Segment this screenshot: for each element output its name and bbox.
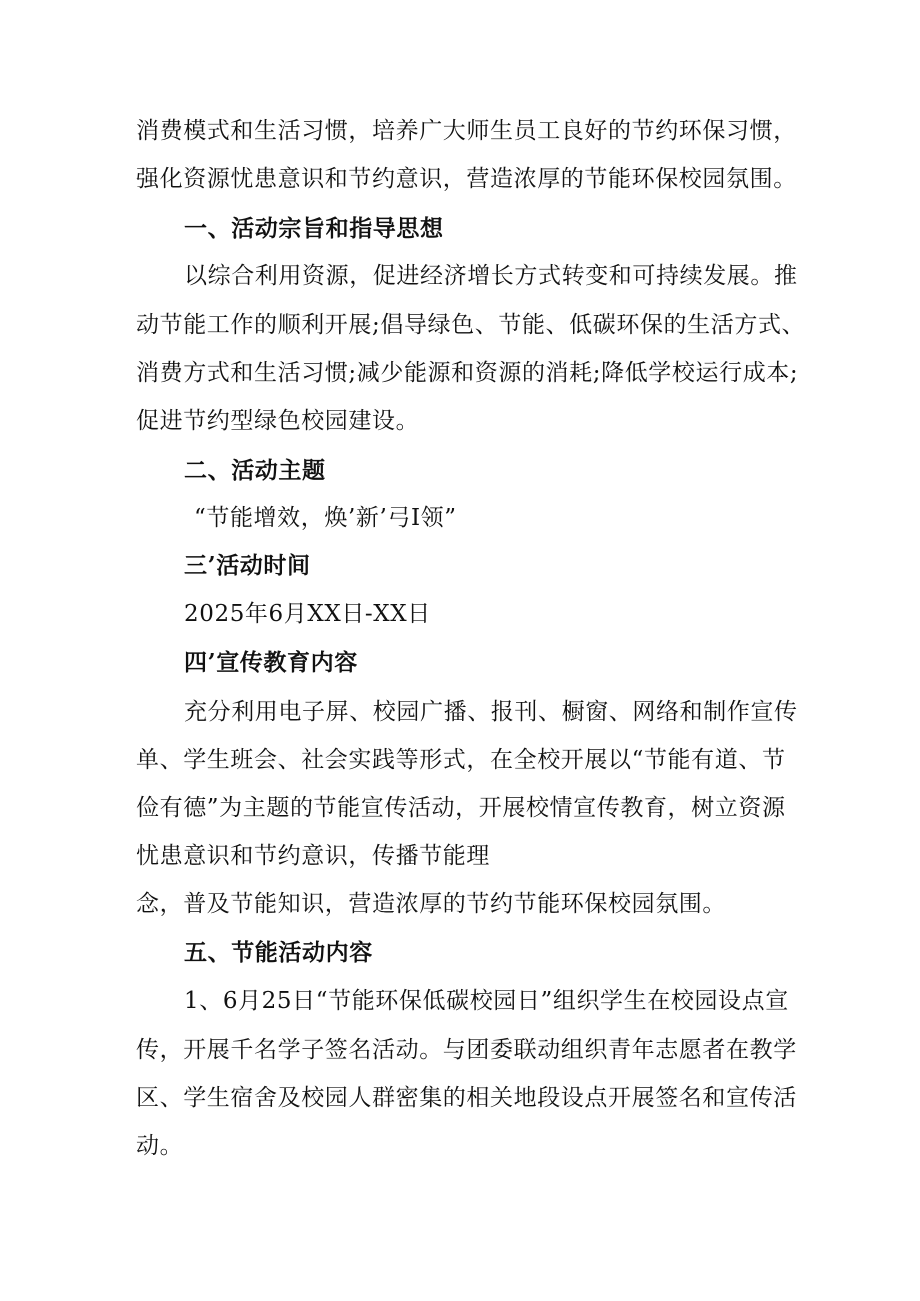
section-1-line-1: 以综合利用资源，促进经济增长方式转变和可持续发展。推 [184, 263, 798, 289]
section-5-line-1: 1、6月25日“节能环保低碳校园日”组织学生在校园设点宣 [184, 988, 789, 1014]
section-4-line-5: 念，普及节能知识，营造浓厚的节约节能环保校园氛围。 [136, 891, 726, 917]
section-2-heading: 二、活动主题 [184, 457, 326, 484]
section-1-line-3: 消费方式和生活习惯;减少能源和资源的消耗;降低学校运行成本; [136, 360, 799, 386]
section-4-line-2: 单、学生班会、社会实践等形式，在全校开展以“节能有道、节 [136, 747, 786, 773]
section-5-line-2: 传，开展千名学子签名活动。与团委联动组织青年志愿者在教学 [136, 1037, 797, 1063]
intro-line-2: 强化资源忧患意识和节约意识，营造浓厚的节能环保校园氛围。 [136, 166, 797, 192]
section-4-line-1: 充分利用电子屏、校园广播、报刊、橱窗、网络和制作宣传 [184, 699, 798, 725]
section-1-heading: 一、活动宗旨和指导思想 [184, 215, 444, 242]
section-1-line-2: 动节能工作的顺利开展;倡导绿色、节能、低碳环保的生活方式、 [136, 312, 806, 338]
section-5-line-3: 区、学生宿舍及校园人群密集的相关地段设点开展签名和宣传活 [136, 1085, 797, 1111]
section-4-heading: 四’宣传教育内容 [184, 649, 358, 676]
section-4-line-4: 忧患意识和节约意识，传播节能理 [136, 843, 490, 869]
section-3-date: 2025年6月XX日-XX日 [184, 601, 431, 627]
section-3-heading: 三’活动时间 [184, 552, 311, 579]
section-4-line-3: 俭有德”为主题的节能宣传活动，开展校情宣传教育，树立资源 [136, 795, 786, 821]
section-5-line-4: 动。 [136, 1133, 184, 1159]
section-2-theme: “节能增效，焕’新’弓I领” [194, 505, 457, 531]
section-1-line-4: 促进节约型绿色校园建设。 [136, 408, 420, 434]
intro-line-1: 消费模式和生活习惯，培养广大师生员工良好的节约环保习惯， [136, 118, 797, 144]
section-5-heading: 五、节能活动内容 [184, 939, 373, 966]
